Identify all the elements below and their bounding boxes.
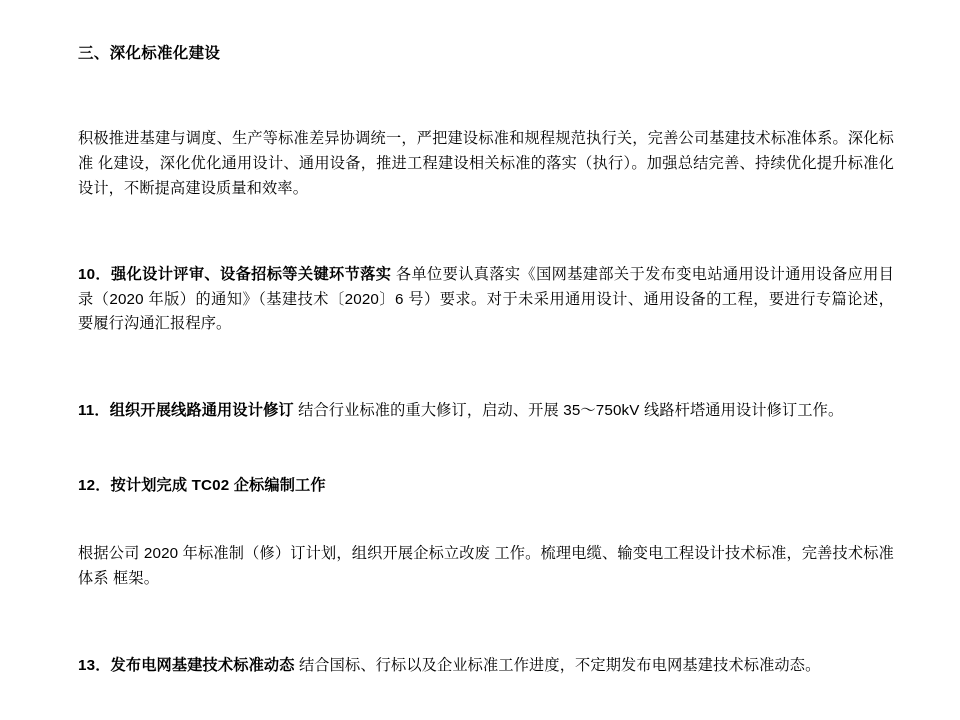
- paragraph-intro: [78, 127, 894, 201]
- item-12-lead: 12．按计划完成 TC02 企标编制工作: [78, 476, 326, 494]
- paragraph-intro-text: 积极推进基建与调度、生产等标准差异协调统一，严把建设标准和规程规范执行关，完善公司基建技术标准体系。深化标准 化建设，深化优化通用设计、通用设备，推进工程建设相关标准的落实（执行）。加强总结完善、持续优化提升标准化设计，不断提高建设质量和效率。: [78, 130, 894, 197]
- paragraph-item-12-body: [78, 542, 894, 591]
- item-11-text: 结合行业标准的重大修订，启动、开展 35～750kV 线路杆塔通用设计修订工作。: [293, 402, 844, 419]
- item-11-lead: 11．组织开展线路通用设计修订: [78, 402, 294, 419]
- item-13-text: 结合国标、行标以及企业标准工作进度，不定期发布电网基建技术标准动态。: [294, 656, 821, 674]
- document-body: [78, 42, 894, 678]
- item-12-text: 根据公司 2020 年标准制（修）订计划，组织开展企标立改废 工作。梳理电缆、输变电工程设计技术标准，完善技术标准体系 框架。: [78, 545, 894, 587]
- item-13-lead: 13．发布电网基建技术标准动态: [78, 656, 295, 674]
- item-10-text: 各单位要认真落实《国网基建部关于发布变电站通用设计通用设备应用目录（2020 年版）的通知》（基建技术〔2020〕6 号）要求。对于未采用通用设计、通用设备的工程，要进行专篇论述， 要履行沟通汇报程序。: [78, 266, 895, 333]
- paragraph-item-13: [78, 654, 894, 679]
- section-heading: 三、深化标准化建设: [78, 45, 221, 62]
- paragraph-item-12-title: [78, 474, 894, 499]
- paragraph-item-11: [78, 399, 894, 424]
- item-10-lead: 10．强化设计评审、设备招标等关键环节落实: [78, 266, 392, 284]
- paragraph-item-10: [78, 263, 894, 337]
